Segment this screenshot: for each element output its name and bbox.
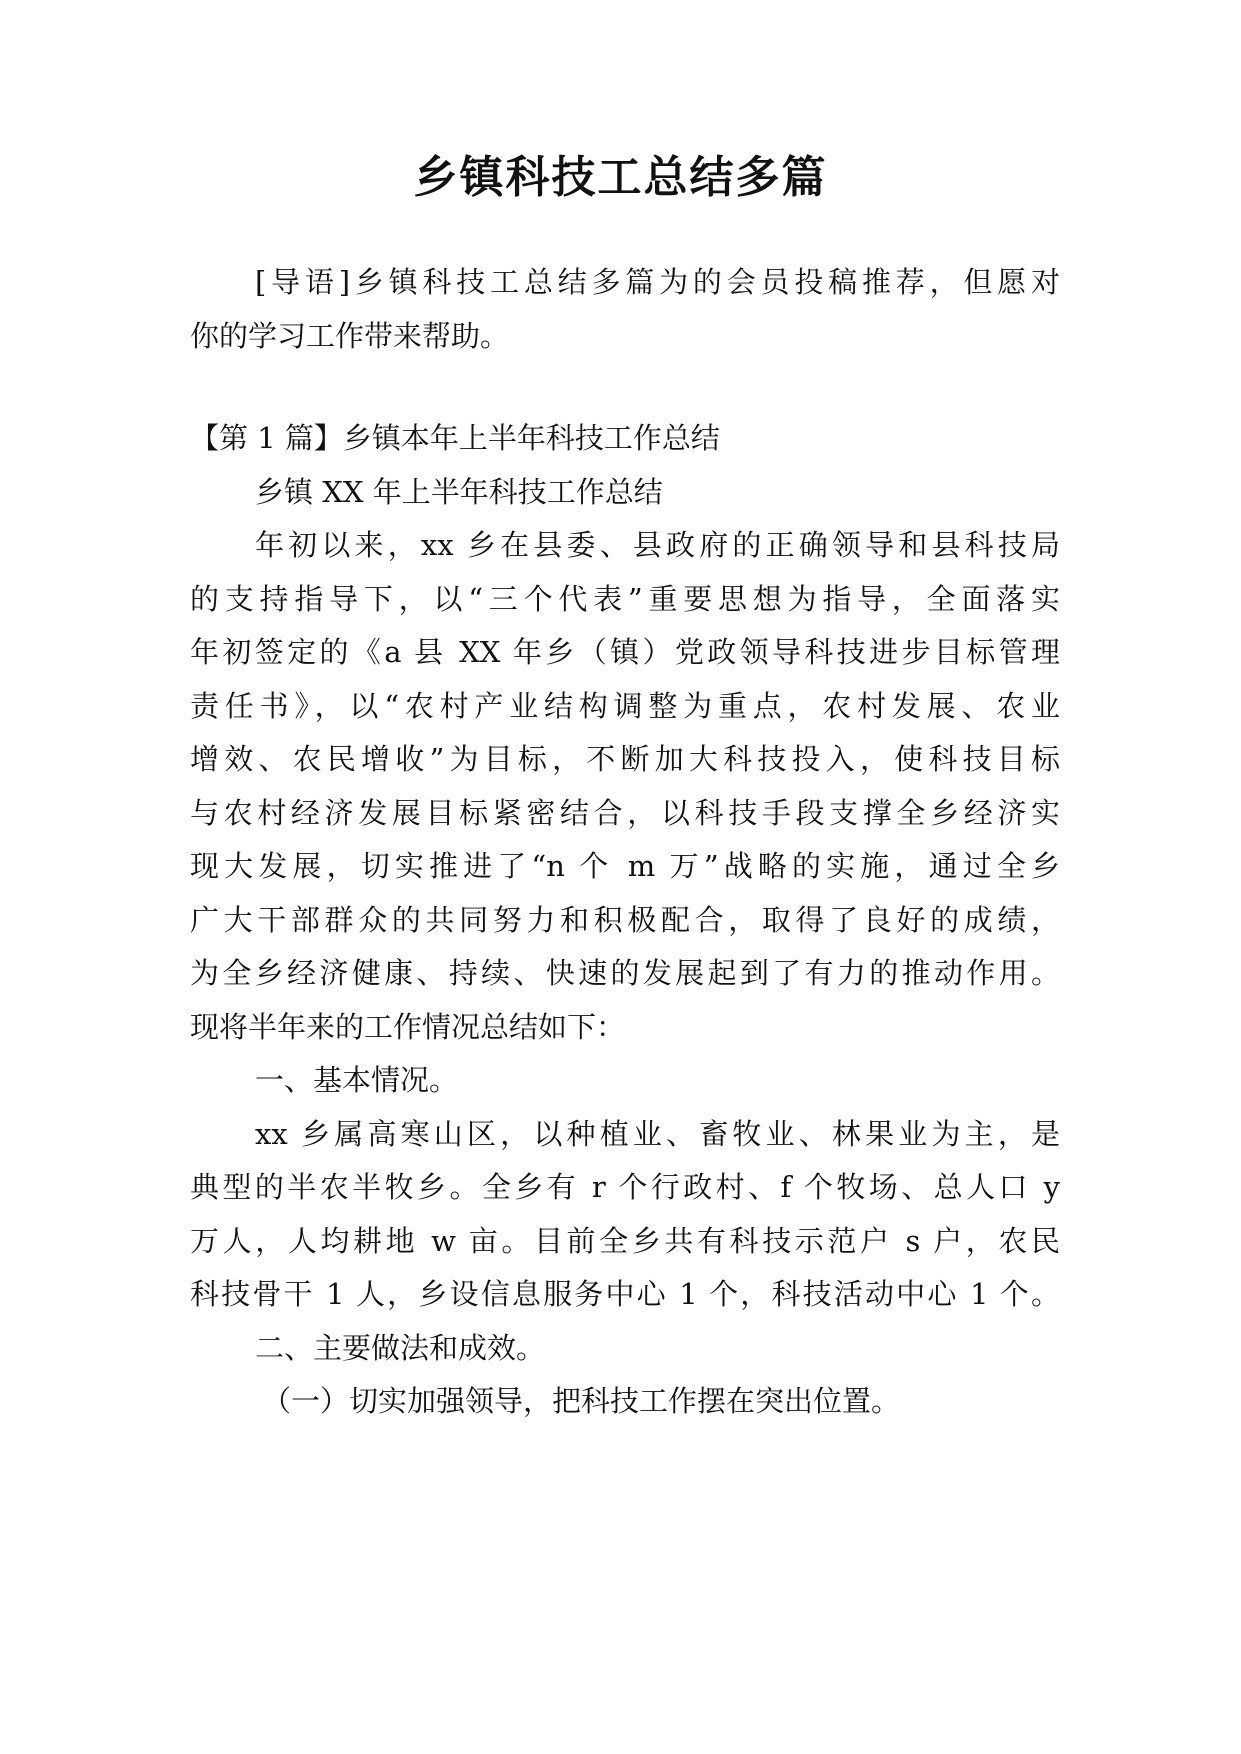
paragraph-1-line-5: 增效、农民增收”为目标，不断加大科技投入，使科技目标 (190, 742, 1060, 776)
paragraph-1-line-7: 现大发展，切实推进了“n 个 m 万”战略的实施，通过全乡 (190, 849, 1060, 883)
paragraph-2-line-2: 典型的半农半牧乡。全乡有 r 个行政村、f 个牧场、总人口 y (190, 1170, 1060, 1204)
paragraph-2-line-3: 万人，人均耕地 w 亩。目前全乡共有科技示范户 s 户，农民 (190, 1224, 1060, 1258)
paragraph-2-line-4: 科技骨干 1 人，乡设信息服务中心 1 个，科技活动中心 1 个。 (190, 1277, 1060, 1311)
intro-line-1: [导语]乡镇科技工总结多篇为的会员投稿推荐，但愿对 (255, 265, 1060, 299)
heading-main-practices: 二、主要做法和成效。 (255, 1331, 546, 1365)
paragraph-1-line-10: 现将半年来的工作情况总结如下： (190, 1010, 626, 1044)
paragraph-1-line-4: 责任书》，以“农村产业结构调整为重点，农村发展、农业 (190, 689, 1060, 723)
document-title: 乡镇科技工总结多篇 (413, 152, 828, 203)
heading-strengthen-leadership: （一）切实加强领导，把科技工作摆在突出位置。 (262, 1384, 901, 1418)
section-heading: 【第 1 篇】乡镇本年上半年科技工作总结 (190, 421, 720, 455)
paragraph-1-line-3: 年初签定的《a 县 XX 年乡（镇）党政领导科技进步目标管理 (190, 635, 1060, 669)
intro-line-2: 你的学习工作带来帮助。 (190, 319, 510, 353)
paragraph-1-line-8: 广大干部群众的共同努力和积极配合，取得了良好的成绩， (190, 903, 1060, 937)
paragraph-1-line-2: 的支持指导下，以“三个代表”重要思想为指导，全面落实 (190, 582, 1060, 616)
paragraph-1-line-1: 年初以来，xx 乡在县委、县政府的正确领导和县科技局 (255, 528, 1060, 562)
paragraph-1-line-9: 为全乡经济健康、持续、快速的发展起到了有力的推动作用。 (190, 956, 1060, 990)
heading-basic-situation: 一、基本情况。 (255, 1063, 459, 1097)
section-subtitle: 乡镇 XX 年上半年科技工作总结 (255, 475, 663, 509)
paragraph-2-line-1: xx 乡属高寒山区，以种植业、畜牧业、林果业为主，是 (255, 1117, 1060, 1151)
paragraph-1-line-6: 与农村经济发展目标紧密结合，以科技手段支撑全乡经济实 (190, 796, 1060, 830)
